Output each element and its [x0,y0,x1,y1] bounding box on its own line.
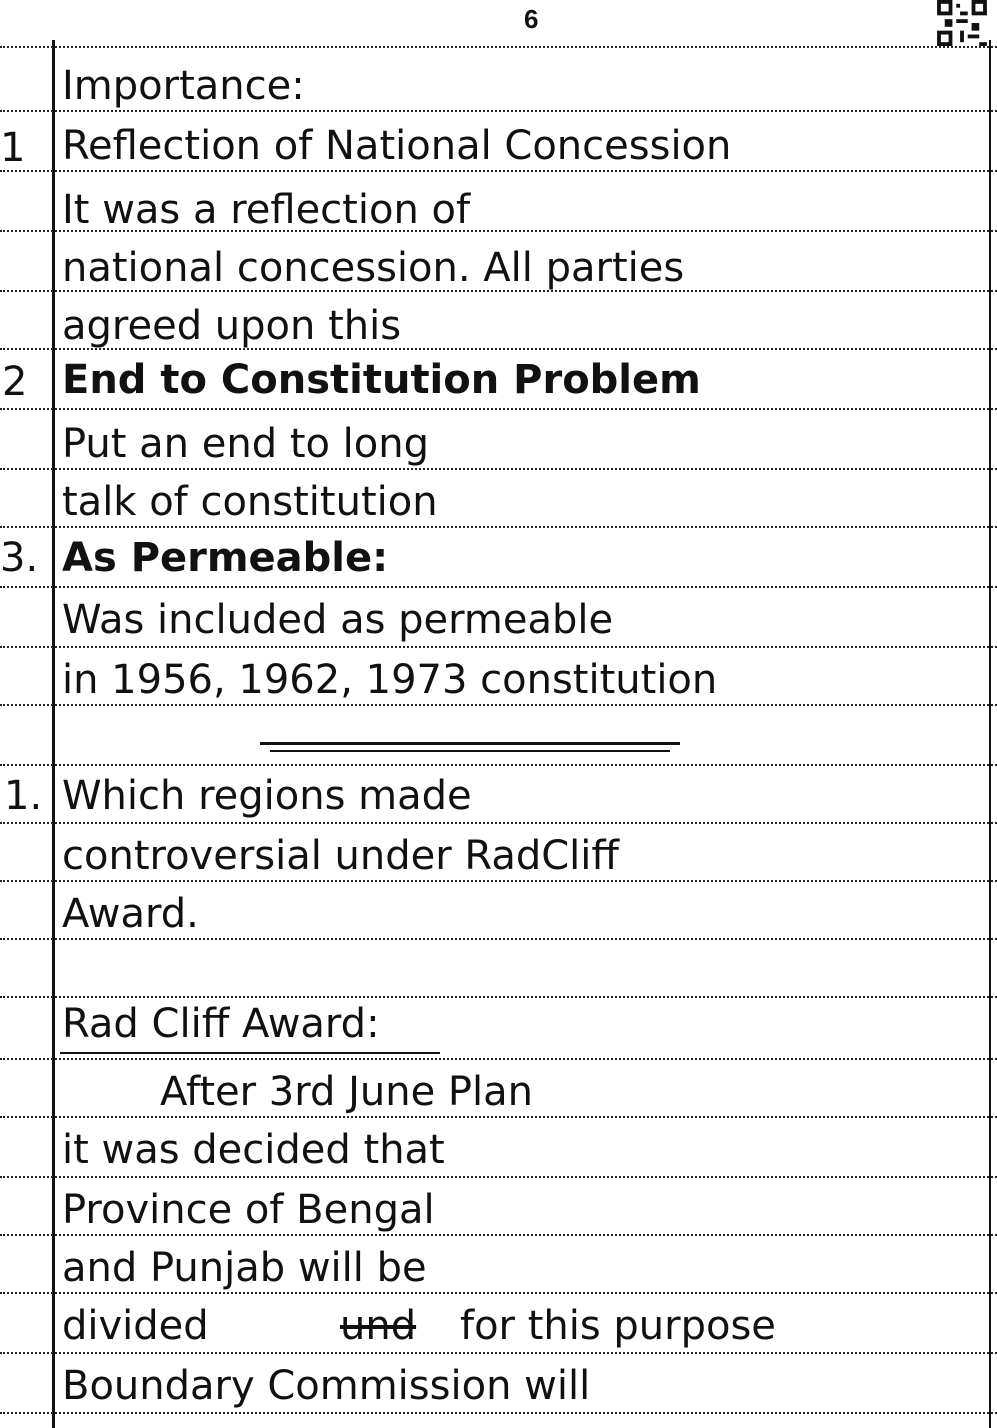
ruled-line [0,996,997,998]
margin-line [52,40,55,1428]
ruled-line [0,1176,997,1178]
point-heading: Reflection of National Concession [62,123,732,169]
text-line: national concession. All parties [62,245,685,291]
question-number: 1. [4,773,43,819]
ruled-line [0,526,997,528]
ruled-line [0,646,997,648]
text-line: agreed upon this [62,303,402,349]
ruled-line [0,1116,997,1118]
answer-text: it was decided that [62,1127,445,1173]
question-text: Award. [62,891,199,937]
section-separator [260,742,680,745]
right-border-line [989,40,991,1428]
point-heading: End to Constitution Problem [62,357,701,403]
ruled-line [0,46,997,48]
ruled-line [0,586,997,588]
ruled-line [0,938,997,940]
question-text: controversial under RadCliff [62,833,619,879]
answer-text: and Punjab will be [62,1245,427,1291]
question-text: Which regions made [62,773,472,819]
ruled-line [0,764,997,766]
page-number: 6 [524,4,539,34]
ruled-line [0,822,997,824]
answer-text: After 3rd June Plan [160,1069,533,1115]
answer-text: Boundary Commission will [62,1363,591,1409]
text-line: in 1956, 1962, 1973 constitution [62,657,718,703]
ruled-line [0,408,997,410]
ruled-line [0,1234,997,1236]
ruled-line [0,704,997,706]
point-marker: 1 [0,125,26,171]
qr-code-icon [936,0,988,46]
answer-text: Province of Bengal [62,1187,435,1233]
ruled-line [0,170,997,172]
point-heading: As Permeable: [62,535,389,581]
answer-text: for this purpose [460,1303,776,1349]
section-separator [270,750,670,752]
heading-underline [60,1052,440,1054]
text-line: Put an end to long [62,421,430,467]
ruled-line [0,110,997,112]
ruled-line [0,1352,997,1354]
answer-text: divided [62,1303,209,1349]
ruled-line [0,1412,997,1414]
text-line: talk of constitution [62,479,438,525]
heading-importance: Importance: [62,63,305,109]
answer-heading: Rad Cliff Award: [62,1001,380,1047]
ruled-line [0,468,997,470]
text-line: It was a reflection of [62,187,471,233]
ruled-line [0,880,997,882]
point-marker: 2 [2,359,28,405]
ruled-line [0,1058,997,1060]
text-line: Was included as permeable [62,597,614,643]
struck-word: und [340,1303,417,1349]
ruled-line [0,1292,997,1294]
point-marker: 3. [0,535,39,581]
